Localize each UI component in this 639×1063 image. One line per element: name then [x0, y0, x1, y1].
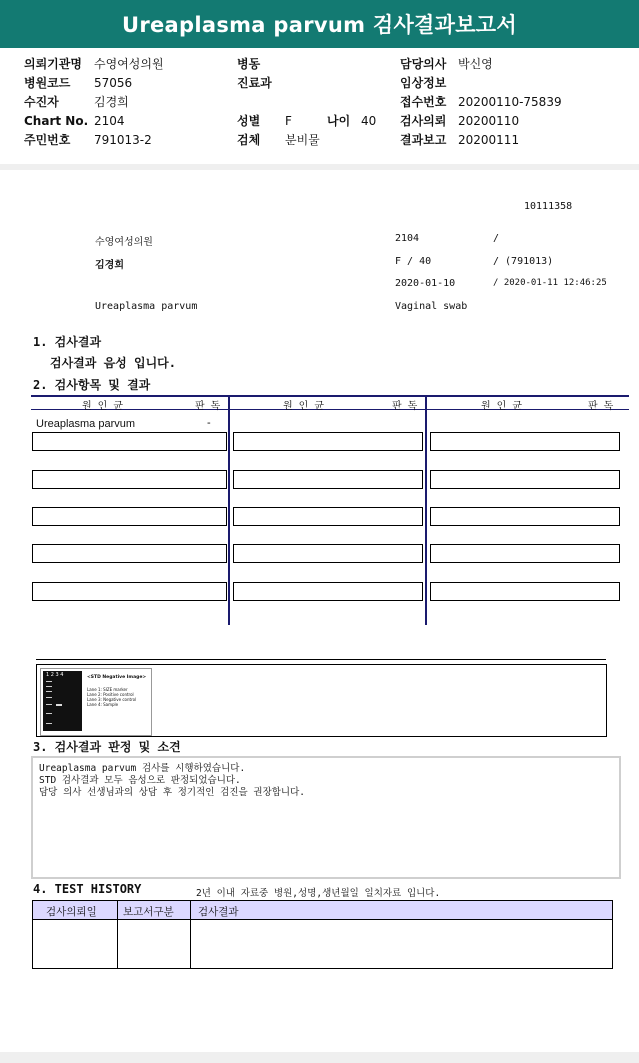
header-col-1 [24, 55, 164, 150]
gel-legend [87, 687, 136, 707]
receipt-no-label: 접수번호 [400, 95, 447, 109]
section-2-title: 2. 검사항목 및 결과 [33, 378, 151, 392]
hospital-value: 수영여성의원 [94, 57, 164, 71]
result-box [430, 582, 620, 601]
gel-lane-numbers: 1 2 3 4 [46, 672, 64, 678]
resident-no-value: 791013-2 [94, 133, 152, 147]
gel-band [46, 723, 52, 724]
report-chart: 2104 [395, 233, 420, 244]
header-col-2 [237, 55, 376, 150]
report-patient: 김경희 [95, 260, 124, 271]
col-judge-3: 판 독 [588, 401, 614, 412]
column-divider-1 [228, 395, 230, 625]
result-judge-1: - [207, 417, 211, 429]
col-organism-2: 원 인 균 [283, 401, 325, 412]
hospital-label: 의뢰기관명 [24, 57, 82, 71]
ward-label: 병동 [237, 57, 261, 71]
history-table [32, 900, 613, 969]
report-date-result: / 2020-01-11 12:46:25 [493, 278, 607, 288]
page-bottom-band [0, 1052, 639, 1063]
col-organism-1: 원 인 균 [82, 401, 124, 412]
result-box [430, 470, 620, 489]
result-box [430, 507, 620, 526]
col-judge-1: 판 독 [195, 401, 221, 412]
report-clinic: 수영여성의원 [95, 237, 153, 248]
hospital-code-value: 57056 [94, 76, 133, 90]
result-box [32, 470, 227, 489]
history-right-border [612, 901, 613, 968]
header-divider [0, 164, 639, 170]
report-birth: / (791013) [493, 256, 554, 267]
history-left-border [32, 901, 33, 968]
history-col-request-date: 검사의뢰일 [46, 906, 97, 918]
report-slash: / [493, 233, 500, 244]
gel-band [46, 691, 52, 692]
col-judge-2: 판 독 [392, 401, 418, 412]
result-box [430, 432, 620, 451]
gel-legend-item: Lane 4: Sample [87, 702, 119, 707]
doctor-value: 박신영 [458, 57, 493, 71]
gel-lanes [43, 671, 82, 731]
report-specimen: Vaginal swab [395, 301, 468, 312]
gel-band [46, 681, 52, 682]
age-value: 40 [361, 114, 377, 128]
report-date-label: 결과보고 [400, 133, 447, 147]
opinion-text [39, 763, 305, 799]
result-organism-1: Ureaplasma parvum [36, 418, 136, 430]
receipt-no-value: 20200110-75839 [458, 95, 562, 109]
section-1-result: 검사결과 음성 입니다. [50, 356, 177, 370]
gel-band [46, 697, 52, 698]
result-box [32, 544, 227, 563]
chart-no-label: Chart No. [24, 114, 89, 128]
hospital-code-label: 병원코드 [24, 76, 71, 90]
resident-no-label: 주민번호 [24, 133, 71, 147]
patient-label: 수진자 [24, 95, 59, 109]
gel-band [46, 686, 52, 687]
gel-top-rule [36, 659, 606, 660]
gel-legend-item: Lane 1: SIZE marker [87, 687, 128, 692]
column-divider-2 [425, 395, 427, 625]
sex-label: 성별 [237, 114, 261, 128]
opinion-line: Ureaplasma parvum 검사를 시행하였습니다. [39, 763, 246, 774]
history-note: 2년 이내 자료중 병원,성명,생년월일 일치자료 입니다. [196, 888, 441, 899]
result-box [233, 470, 423, 489]
result-box [32, 582, 227, 601]
report-date-value: 20200111 [458, 133, 520, 147]
result-box [233, 507, 423, 526]
dept-label: 진료과 [237, 76, 272, 90]
col-organism-3: 원 인 균 [481, 401, 523, 412]
result-box [233, 432, 423, 451]
header-col-3 [400, 55, 562, 150]
patient-value: 김경희 [94, 95, 129, 109]
request-date-label: 검사의뢰 [400, 114, 447, 128]
section-3-title: 3. 검사결과 판정 및 소견 [33, 740, 181, 754]
doctor-label: 담당의사 [400, 57, 447, 71]
report-test-name: Ureaplasma parvum [95, 301, 198, 312]
gel-band [46, 713, 52, 714]
request-date-value: 20200110 [458, 114, 520, 128]
report-title-bar [0, 0, 639, 48]
report-code: 10111358 [524, 201, 573, 212]
report-title: Ureaplasma parvum 검사결과보고서 [122, 13, 517, 37]
specimen-label: 검체 [237, 133, 261, 147]
result-box [430, 544, 620, 563]
report-sex-age: F / 40 [395, 256, 432, 267]
chart-no-value: 2104 [94, 114, 125, 128]
clinical-info-label: 임상정보 [400, 76, 447, 90]
history-col-divider [117, 901, 118, 968]
opinion-line: STD 검사결과 모두 음성으로 판정되었습니다. [39, 775, 241, 786]
history-col-divider [190, 901, 191, 968]
opinion-box [31, 756, 621, 879]
gel-title: <STD Negative Image> [87, 675, 147, 680]
result-box [32, 507, 227, 526]
history-header [32, 901, 613, 920]
result-box [32, 432, 227, 451]
section-4-title: 4. TEST HISTORY [33, 882, 142, 896]
opinion-line: 담당 의사 선생님과의 상담 후 정기적인 검진을 권장합니다. [39, 787, 306, 798]
report-date-request: 2020-01-10 [395, 278, 456, 289]
age-label: 나이 [327, 114, 351, 128]
result-box [233, 544, 423, 563]
gel-legend-item: Lane 3: Negative control [87, 697, 137, 702]
history-col-result: 검사결과 [198, 906, 239, 918]
gel-band [46, 704, 52, 705]
gel-image [40, 668, 152, 736]
specimen-value: 분비물 [285, 133, 320, 147]
sex-value: F [285, 114, 292, 128]
section-1-title: 1. 검사결과 [33, 335, 102, 349]
gel-legend-item: Lane 2: Positive control [87, 692, 134, 697]
gel-image-frame [36, 664, 607, 737]
gel-band-positive [56, 704, 62, 706]
result-box [233, 582, 423, 601]
history-col-report-type: 보고서구분 [123, 906, 174, 918]
